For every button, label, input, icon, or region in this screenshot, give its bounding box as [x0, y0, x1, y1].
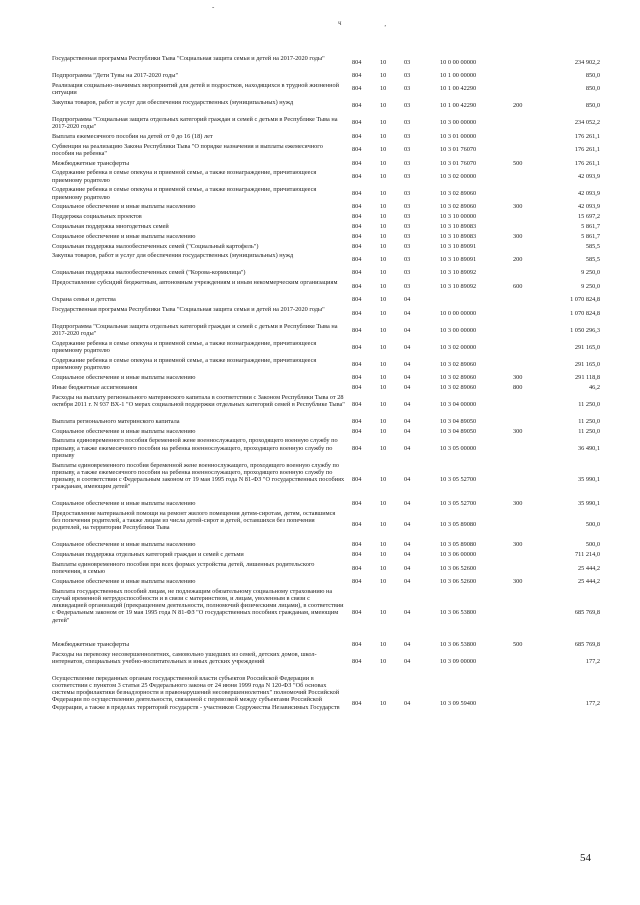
- amount: 5 861,7: [581, 222, 600, 230]
- table-row: [0, 252, 640, 269]
- row-name: Выплата регионального материнского капитала: [52, 417, 180, 425]
- amount: 711 214,0: [575, 551, 600, 559]
- table-row: [0, 55, 640, 72]
- section-code: 10: [380, 541, 387, 549]
- amount: 1 050 296,3: [570, 326, 600, 334]
- subsection-code: 03: [404, 203, 411, 211]
- table-row: [0, 500, 640, 510]
- ministry-code: 804: [352, 309, 362, 317]
- table-row: [0, 437, 640, 461]
- target-article-code: 10 3 02 89060: [440, 360, 477, 368]
- ministry-code: 804: [352, 551, 362, 559]
- amount: 176 261,1: [574, 159, 600, 167]
- subsection-code: 04: [404, 296, 411, 304]
- ministry-code: 804: [352, 640, 362, 648]
- section-code: 10: [380, 255, 387, 263]
- row-name: Закупка товаров, работ и услуг для обеспечения государственных (муниципальных) нужд: [52, 252, 294, 260]
- row-name: Социальное обеспечение и иные выплаты населению: [52, 232, 196, 240]
- row-name: Подпрограмма "Социальная защита отдельных категорий граждан и семей с детьми в Республике Тыва на 2017-2020 годы": [52, 115, 338, 130]
- section-code: 10: [380, 444, 387, 452]
- amount: 5 861,7: [581, 232, 600, 240]
- amount: 11 250,0: [578, 400, 600, 408]
- section-code: 10: [380, 373, 387, 381]
- section-code: 10: [380, 427, 387, 435]
- ministry-code: 804: [352, 242, 362, 250]
- ministry-code: 804: [352, 255, 362, 263]
- ministry-code: 804: [352, 520, 362, 528]
- table-row: [0, 203, 640, 213]
- subsection-code: 03: [404, 119, 411, 127]
- row-name: Выплата государственных пособий лицам, не подлежащим обязательному социальному страхованию на случай временной нетрудоспособности и в связи с материнством, и лицам, уволенным в связи с ликвидацией организаций (прекращением деятельности, полномочий физическими лицами), в соответствии с Федеральным законом от 19 мая 1995 года N 81-ФЗ "О государственных пособиях гражданам, имеющим детей": [52, 587, 344, 624]
- row-name: Выплаты единовременного пособия при всех формах устройства детей, лишенных родительского попечения, в семью: [52, 560, 315, 576]
- subsection-code: 04: [404, 657, 411, 665]
- ministry-code: 804: [352, 577, 362, 585]
- row-name: Закупка товаров, работ и услуг для обеспечения государственных (муниципальных) нужд: [52, 98, 294, 106]
- target-article-code: 10 3 02 89060: [440, 203, 477, 211]
- subsection-code: 04: [404, 343, 411, 351]
- target-article-code: 10 3 10 89083: [440, 232, 477, 240]
- target-article-code: 10 3 10 89092: [440, 269, 477, 277]
- row-name: Реализация социально-значимых мероприятий для детей и подростков, находящихся в трудной жизненной ситуации: [52, 81, 339, 96]
- target-article-code: 10 3 00 00000: [440, 326, 477, 334]
- row-name: Социальное обеспечение и иные выплаты населению: [52, 577, 196, 585]
- subsection-code: 04: [404, 640, 411, 648]
- section-code: 10: [380, 282, 387, 290]
- table-row: [0, 213, 640, 223]
- row-name: Выплаты единовременного пособия беременной жене военнослужащего, проходящего военную службу по призыву, а также ежемесячного пособия на ребенка военнослужащего, проходящего военную службу по призыву, в соответствии с Федеральным законом от 19 мая 1995 года N 81-ФЗ "О государственных пособиях гражданам, имеющим детей": [52, 461, 345, 491]
- target-article-code: 10 3 10 89092: [440, 282, 477, 290]
- row-name: Государственная программа Республики Тыва "Социальная защита семьи и детей на 2017-2020 годы": [52, 305, 325, 313]
- target-article-code: 10 3 05 00000: [440, 444, 477, 452]
- table-row: [0, 269, 640, 279]
- ministry-code: 804: [352, 282, 362, 290]
- target-article-code: 10 1 00 42290: [440, 85, 477, 93]
- row-name: Социальное обеспечение и иные выплаты населению: [52, 203, 196, 211]
- amount: 234 902,2: [574, 58, 600, 66]
- row-name: Предоставление материальной помощи на ремонт жилого помещения детям-сиротам, детям, оставшимся без попечения родителей, а также лицам из числа детей-сирот и детей, оставшихся без попечения родителей, на территории Республики Тыва: [52, 509, 336, 532]
- ministry-code: 804: [352, 500, 362, 508]
- subsection-code: 04: [404, 541, 411, 549]
- ministry-code: 804: [352, 269, 362, 277]
- section-code: 10: [380, 609, 387, 617]
- expense-type-code: 200: [513, 102, 523, 110]
- ministry-code: 804: [352, 427, 362, 435]
- amount: 685 769,8: [574, 609, 600, 617]
- subsection-code: 03: [404, 242, 411, 250]
- target-article-code: 10 1 00 42290: [440, 102, 477, 110]
- amount: 176 261,1: [574, 132, 600, 140]
- ministry-code: 804: [352, 657, 362, 665]
- amount: 500,0: [585, 541, 600, 549]
- table-row: [0, 143, 640, 160]
- target-article-code: 10 3 09 00000: [440, 657, 477, 665]
- page-number: 54: [580, 852, 591, 864]
- table-row: [0, 99, 640, 116]
- expense-type-code: 300: [513, 500, 523, 508]
- amount: 42 093,9: [577, 203, 600, 211]
- row-name: Социальная поддержка малообеспеченных семей ("Социальный картофель"): [52, 242, 259, 250]
- section-code: 10: [380, 551, 387, 559]
- amount: 11 250,0: [578, 417, 600, 425]
- target-article-code: 10 3 02 00000: [440, 343, 477, 351]
- ministry-code: 804: [352, 444, 362, 452]
- table-row: [0, 394, 640, 418]
- subsection-code: 03: [404, 85, 411, 93]
- ministry-code: 804: [352, 699, 362, 707]
- amount: 35 990,1: [577, 500, 600, 508]
- expense-type-code: 300: [513, 541, 523, 549]
- row-name: Содержание ребенка в семье опекуна и приемной семье, а также вознаграждение, причитающееся приемному родителю: [52, 356, 317, 372]
- target-article-code: 10 3 02 89060: [440, 383, 477, 391]
- table-row: [0, 462, 640, 501]
- ministry-code: 804: [352, 232, 362, 240]
- section-code: 10: [380, 102, 387, 110]
- ministry-code: 804: [352, 119, 362, 127]
- row-name: Подпрограмма "Дети Тувы на 2017-2020 годы": [52, 72, 179, 79]
- row-name: Расходы на выплату регионального материнского капитала в соответствии с Законом Республики Тыва от 28 октября 2011 г. N 937 ВХ-1 "О мерах социальной поддержки отдельных категорий семей в Республике Тыва": [52, 393, 345, 408]
- ministry-code: 804: [352, 564, 362, 572]
- row-name: Социальное обеспечение и иные выплаты населению: [52, 500, 196, 508]
- target-article-code: 10 3 06 52600: [440, 564, 477, 572]
- section-code: 10: [380, 343, 387, 351]
- ministry-code: 804: [352, 400, 362, 408]
- subsection-code: 03: [404, 255, 411, 263]
- ministry-code: 804: [352, 172, 362, 180]
- table-row: [0, 223, 640, 233]
- table-row: [0, 279, 640, 296]
- subsection-code: 04: [404, 309, 411, 317]
- target-article-code: 10 3 04 00000: [440, 400, 477, 408]
- ministry-code: 804: [352, 146, 362, 154]
- table-row: [0, 374, 640, 384]
- amount: 42 093,9: [577, 189, 600, 197]
- ministry-code: 804: [352, 417, 362, 425]
- table-row: [0, 186, 640, 203]
- amount: 291 118,8: [575, 373, 600, 381]
- section-code: 10: [380, 232, 387, 240]
- row-name: Поддержка социальных проектов: [52, 213, 142, 221]
- section-code: 10: [380, 172, 387, 180]
- ministry-code: 804: [352, 159, 362, 167]
- amount: 9 250,0: [581, 269, 600, 277]
- table-row: [0, 340, 640, 357]
- expense-type-code: 800: [513, 383, 523, 391]
- ministry-code: 804: [352, 383, 362, 391]
- subsection-code: 03: [404, 102, 411, 110]
- subsection-code: 03: [404, 159, 411, 167]
- target-article-code: 10 0 00 00000: [440, 58, 477, 66]
- scan-mark: ʼ: [384, 24, 387, 32]
- row-name: Содержание ребенка в семье опекуна и приемной семье, а также вознаграждение, причитающееся приемному родителю: [52, 339, 317, 355]
- section-code: 10: [380, 577, 387, 585]
- target-article-code: 10 3 10 89091: [440, 242, 477, 250]
- subsection-code: 03: [404, 146, 411, 154]
- target-article-code: 10 3 00 00000: [440, 119, 477, 127]
- target-article-code: 10 3 06 53800: [440, 609, 477, 617]
- table-row: [0, 510, 640, 541]
- row-name: Социальное обеспечение и иные выплаты населению: [52, 541, 196, 549]
- target-article-code: 10 3 05 52700: [440, 475, 477, 483]
- ministry-code: 804: [352, 609, 362, 617]
- section-code: 10: [380, 269, 387, 277]
- subsection-code: 04: [404, 500, 411, 508]
- expense-type-code: 300: [513, 203, 523, 211]
- subsection-code: 03: [404, 213, 411, 221]
- subsection-code: 03: [404, 222, 411, 230]
- subsection-code: 04: [404, 551, 411, 559]
- table-row: [0, 160, 640, 170]
- row-name: Социальная поддержка отдельных категорий граждан и семей с детьми: [52, 551, 244, 559]
- row-name: Содержание ребенка в семье опекуна и приемной семье, а также вознаграждение, причитающееся приемному родителю: [52, 186, 317, 201]
- table-row: [0, 675, 640, 735]
- row-name: Выплата ежемесячного пособия на детей от 0 до 16 (18) лет: [52, 132, 213, 140]
- section-code: 10: [380, 203, 387, 211]
- target-article-code: 10 3 05 89080: [440, 520, 477, 528]
- row-name: Содержание ребенка в семье опекуна и приемной семье, а также вознаграждение, причитающееся приемному родителю: [52, 169, 317, 184]
- table-row: [0, 384, 640, 394]
- table-row: [0, 578, 640, 588]
- amount: 176 261,1: [574, 146, 600, 154]
- expense-type-code: 200: [513, 255, 523, 263]
- row-name: Межбюджетные трансферты: [52, 640, 130, 648]
- amount: 291 165,0: [574, 343, 600, 351]
- subsection-code: 03: [404, 269, 411, 277]
- ministry-code: 804: [352, 102, 362, 110]
- subsection-code: 04: [404, 577, 411, 585]
- amount: 11 250,0: [578, 427, 600, 435]
- table-row: [0, 82, 640, 99]
- amount: 850,0: [585, 72, 600, 79]
- row-name: Межбюджетные трансферты: [52, 159, 130, 167]
- table-row: [0, 296, 640, 306]
- ministry-code: 804: [352, 203, 362, 211]
- target-article-code: 10 3 01 76070: [440, 159, 477, 167]
- ministry-code: 804: [352, 373, 362, 381]
- ministry-code: 804: [352, 326, 362, 334]
- row-name: Выплата единовременного пособия беременной жене военнослужащего, проходящего военную службу по призыву, а также ежемесячного пособия на ребенка военнослужащего, проходящего военную службу по призыву: [52, 437, 338, 459]
- target-article-code: 10 3 10 00000: [440, 213, 477, 221]
- expense-type-code: 300: [513, 427, 523, 435]
- subsection-code: 04: [404, 475, 411, 483]
- row-name: Предоставление субсидий бюджетным, автономным учреждениям и иным некоммерческим организациям: [52, 279, 338, 287]
- amount: 850,0: [585, 102, 600, 110]
- target-article-code: 10 3 04 89050: [440, 427, 477, 435]
- row-name: Подпрограмма "Социальная защита отдельных категорий граждан и семей с детьми в Республике Тыва на 2017-2020 годы": [52, 322, 338, 338]
- subsection-code: 03: [404, 282, 411, 290]
- ministry-code: 804: [352, 58, 362, 66]
- ministry-code: 804: [352, 213, 362, 221]
- ministry-code: 804: [352, 343, 362, 351]
- target-article-code: 10 3 05 89080: [440, 541, 477, 549]
- section-code: 10: [380, 58, 387, 66]
- table-row: [0, 72, 640, 82]
- subsection-code: 04: [404, 373, 411, 381]
- subsection-code: 04: [404, 699, 411, 707]
- table-row: [0, 418, 640, 428]
- expense-type-code: 300: [513, 373, 523, 381]
- section-code: 10: [380, 699, 387, 707]
- expense-type-code: 500: [513, 640, 523, 648]
- subsection-code: 03: [404, 189, 411, 197]
- table-row: [0, 428, 640, 438]
- target-article-code: 10 3 01 00000: [440, 132, 477, 140]
- subsection-code: 04: [404, 383, 411, 391]
- amount: 500,0: [585, 520, 600, 528]
- section-code: 10: [380, 72, 387, 79]
- row-name: Государственная программа Республики Тыва "Социальная защита семьи и детей на 2017-2020 годы": [52, 55, 325, 62]
- table-row: [0, 116, 640, 133]
- target-article-code: 10 3 09 59400: [440, 699, 477, 707]
- row-name: Осуществление переданных органам государственной власти субъектов Российской Федерации в соответствии с пунктом 3 статьи 25 Федерального закона от 24 июня 1999 года N 120-ФЗ "Об основах системы профилактики безнадзорности и правонарушений несовершеннолетних" полномочий Российской Федерации по осуществлению деятельности, связанной с перевозкой между субъектами Российской Федерации, а также в пределах территорий государств - участников Содружества Независимых Государств: [52, 674, 340, 711]
- amount: 46,2: [588, 383, 600, 391]
- ministry-code: 804: [352, 360, 362, 368]
- table-row: [0, 588, 640, 641]
- amount: 25 444,2: [577, 577, 600, 585]
- ministry-code: 804: [352, 541, 362, 549]
- subsection-code: 04: [404, 326, 411, 334]
- table-row: [0, 641, 640, 651]
- amount: 177,2: [585, 657, 600, 665]
- target-article-code: 10 3 04 89050: [440, 417, 477, 425]
- section-code: 10: [380, 475, 387, 483]
- amount: 15 697,2: [577, 213, 600, 221]
- subsection-code: 03: [404, 172, 411, 180]
- ministry-code: 804: [352, 189, 362, 197]
- amount: 585,5: [585, 242, 600, 250]
- amount: 35 990,1: [577, 475, 600, 483]
- section-code: 10: [380, 640, 387, 648]
- section-code: 10: [380, 400, 387, 408]
- amount: 42 093,9: [577, 172, 600, 180]
- section-code: 10: [380, 159, 387, 167]
- table-row: [0, 169, 640, 186]
- ministry-code: 804: [352, 475, 362, 483]
- target-article-code: 10 3 06 52600: [440, 577, 477, 585]
- table-row: [0, 541, 640, 551]
- target-article-code: 10 3 10 89091: [440, 255, 477, 263]
- section-code: 10: [380, 189, 387, 197]
- row-name: Социальная поддержка многодетных семей: [52, 222, 169, 230]
- target-article-code: 10 1 00 00000: [440, 72, 477, 79]
- section-code: 10: [380, 85, 387, 93]
- subsection-code: 03: [404, 72, 411, 79]
- amount: 1 070 824,8: [570, 296, 600, 304]
- target-article-code: 10 3 06 00000: [440, 551, 477, 559]
- section-code: 10: [380, 146, 387, 154]
- subsection-code: 04: [404, 609, 411, 617]
- subsection-code: 04: [404, 417, 411, 425]
- amount: 25 444,2: [577, 564, 600, 572]
- amount: 291 165,0: [574, 360, 600, 368]
- table-row: [0, 233, 640, 243]
- target-article-code: 10 3 02 89060: [440, 373, 477, 381]
- section-code: 10: [380, 417, 387, 425]
- section-code: 10: [380, 520, 387, 528]
- section-code: 10: [380, 383, 387, 391]
- subsection-code: 04: [404, 520, 411, 528]
- expense-type-code: 300: [513, 577, 523, 585]
- ministry-code: 804: [352, 72, 362, 79]
- target-article-code: 10 3 01 76070: [440, 146, 477, 154]
- section-code: 10: [380, 132, 387, 140]
- section-code: 10: [380, 222, 387, 230]
- section-code: 10: [380, 326, 387, 334]
- section-code: 10: [380, 360, 387, 368]
- table-row: [0, 323, 640, 340]
- table-row: [0, 551, 640, 561]
- ministry-code: 804: [352, 222, 362, 230]
- amount: 1 070 824,8: [570, 309, 600, 317]
- row-name: Социальная поддержка малообеспеченных семей ("Корова-кормилица"): [52, 269, 246, 277]
- amount: 9 250,0: [581, 282, 600, 290]
- section-code: 10: [380, 500, 387, 508]
- subsection-code: 03: [404, 58, 411, 66]
- section-code: 10: [380, 296, 387, 304]
- subsection-code: 04: [404, 427, 411, 435]
- scan-mark: ч: [338, 19, 342, 27]
- subsection-code: 03: [404, 132, 411, 140]
- subsection-code: 04: [404, 400, 411, 408]
- amount: 234 052,2: [574, 119, 600, 127]
- row-name: Субвенция на реализацию Закона Республики Тыва "О порядке назначения и выплаты ежемесячного пособия на ребенка": [52, 142, 323, 157]
- row-name: Охрана семьи и детства: [52, 296, 116, 304]
- section-code: 10: [380, 242, 387, 250]
- table-row: [0, 306, 640, 323]
- section-code: 10: [380, 564, 387, 572]
- section-code: 10: [380, 213, 387, 221]
- subsection-code: 04: [404, 444, 411, 452]
- table-row: [0, 243, 640, 253]
- row-name: Социальное обеспечение и иные выплаты населению: [52, 373, 196, 381]
- scan-mark: -: [212, 3, 215, 11]
- amount: 685 769,8: [574, 640, 600, 648]
- amount: 177,2: [585, 699, 600, 707]
- budget-table: [0, 55, 640, 735]
- row-name: Иные бюджетные ассигнования: [52, 383, 138, 391]
- expense-type-code: 500: [513, 159, 523, 167]
- amount: 850,0: [585, 85, 600, 93]
- table-row: [0, 561, 640, 578]
- amount: 36 490,1: [577, 444, 600, 452]
- section-code: 10: [380, 309, 387, 317]
- subsection-code: 03: [404, 232, 411, 240]
- target-article-code: 10 3 05 52700: [440, 500, 477, 508]
- expense-type-code: 600: [513, 282, 523, 290]
- subsection-code: 04: [404, 360, 411, 368]
- row-name: Социальное обеспечение и иные выплаты населению: [52, 427, 196, 435]
- section-code: 10: [380, 657, 387, 665]
- amount: 585,5: [585, 255, 600, 263]
- target-article-code: 10 3 02 89060: [440, 189, 477, 197]
- target-article-code: 10 3 06 53800: [440, 640, 477, 648]
- section-code: 10: [380, 119, 387, 127]
- subsection-code: 04: [404, 564, 411, 572]
- expense-type-code: 300: [513, 232, 523, 240]
- table-row: [0, 357, 640, 374]
- target-article-code: 10 3 10 89083: [440, 222, 477, 230]
- target-article-code: 10 3 02 00000: [440, 172, 477, 180]
- row-name: Расходы на перевозку несовершеннолетних, самовольно ушедших из семей, детских домов, школ-интернатов, специальных учебно-воспитательных и иных детских учреждений: [52, 650, 317, 665]
- table-row: [0, 651, 640, 675]
- table-row: [0, 133, 640, 143]
- ministry-code: 804: [352, 296, 362, 304]
- ministry-code: 804: [352, 85, 362, 93]
- target-article-code: 10 0 00 00000: [440, 309, 477, 317]
- ministry-code: 804: [352, 132, 362, 140]
